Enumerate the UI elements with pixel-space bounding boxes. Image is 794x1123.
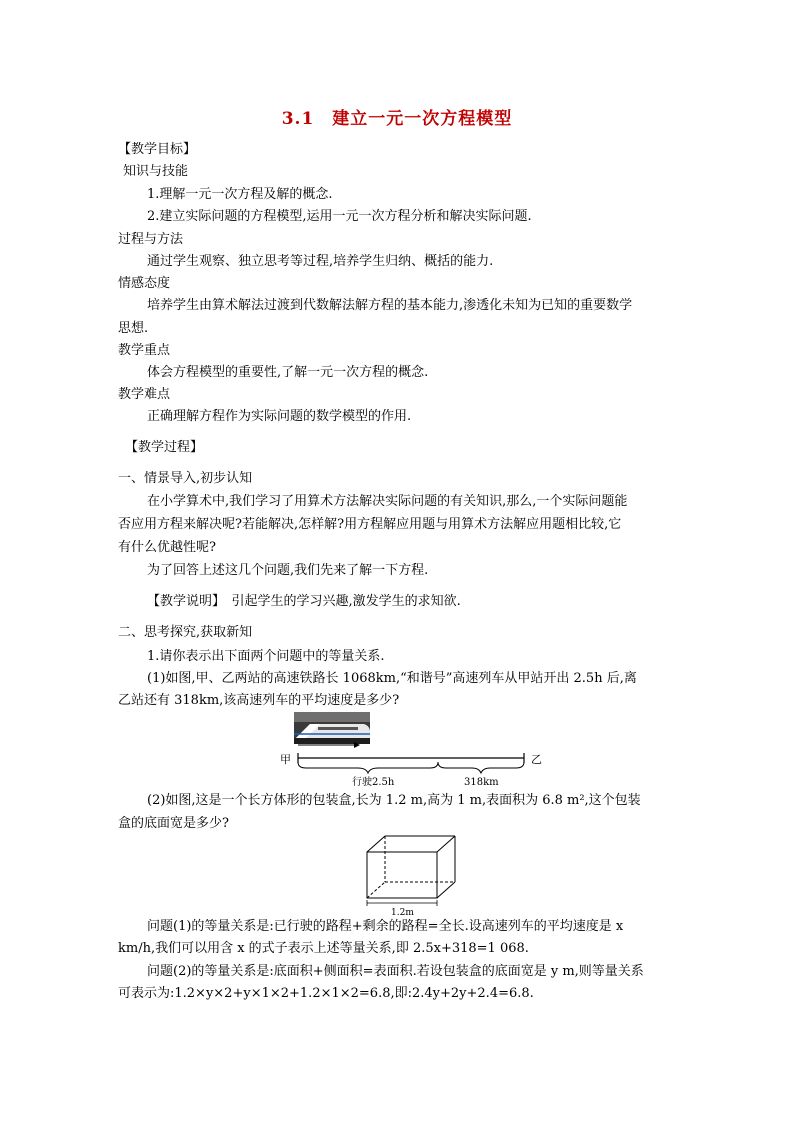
question1-line1: (1)如图,甲、乙两站的高速铁路长 1068km,“和谐号”高速列车从甲站开出 2.5h 后,离 bbox=[147, 671, 637, 686]
question-intro: 1.请你表示出下面两个问题中的等量关系. bbox=[147, 649, 385, 664]
difficulty-text: 正确理解方程作为实际问题的数学模型的作用. bbox=[147, 409, 412, 424]
process-method-text: 通过学生观察、独立思考等过程,培养学生归纳、概括的能力. bbox=[147, 254, 494, 269]
page-title: 3.1 建立一元一次方程模型 bbox=[281, 109, 513, 129]
objectives-heading: 【教学目标】 bbox=[118, 142, 197, 157]
key-points-text: 体会方程模型的重要性,了解一元一次方程的概念. bbox=[147, 365, 429, 380]
emotion-heading: 情感态度 bbox=[118, 276, 171, 291]
section1-paragraph2: 为了回答上述这几个问题,我们先来了解一下方程. bbox=[147, 563, 429, 578]
section1-paragraph-line2: 否应用方程来解决呢?若能解决,怎样解?用方程解应用题与用算术方法解应用题相比较,它 bbox=[118, 517, 622, 532]
train-distance-figure bbox=[276, 712, 556, 788]
emotion-text-line1: 培养学生由算术解法过渡到代数解法解方程的基本能力,渗透化未知为已知的重要数学 bbox=[147, 298, 633, 313]
answer1-line1: 问题(1)的等量关系是:已行驶的路程+剩余的路程=全长.设高速列车的平均速度是 x bbox=[147, 919, 624, 934]
traveled-brace bbox=[298, 762, 438, 773]
difficulty-heading: 教学难点 bbox=[118, 387, 171, 402]
question2-line1: (2)如图,这是一个长方体形的包装盒,长为 1.2 m,高为 1 m,表面积为 6.8 m²,这个包装 bbox=[147, 793, 641, 808]
answer1-line2: km/h,我们可以用含 x 的式子表示上述等量关系,即 2.5x+318=1 068. bbox=[118, 941, 529, 956]
key-points-heading: 教学重点 bbox=[118, 343, 171, 358]
knowledge-item-1: 1.理解一元一次方程及解的概念. bbox=[147, 187, 333, 202]
remaining-brace bbox=[438, 762, 524, 773]
train-image bbox=[294, 712, 370, 744]
start-station-label: 甲 bbox=[280, 753, 291, 766]
question1-line2: 乙站还有 318km,该高速列车的平均速度是多少? bbox=[118, 693, 400, 708]
section1-heading: 一、情景导入,初步认知 bbox=[118, 471, 253, 486]
traveled-label: 行驶2.5h bbox=[352, 777, 395, 788]
box-length-label: 1.2m bbox=[391, 908, 414, 918]
knowledge-heading: 知识与技能 bbox=[123, 164, 189, 179]
knowledge-item-2: 2.建立实际问题的方程模型,运用一元一次方程分析和解决实际问题. bbox=[147, 209, 532, 224]
teaching-note: 【教学说明】 引起学生的学习兴趣,激发学生的求知欲. bbox=[147, 594, 461, 609]
emotion-text-line2: 思想. bbox=[118, 321, 149, 336]
section1-paragraph-line1: 在小学算术中,我们学习了用算术方法解决实际问题的有关知识,那么,一个实际问题能 bbox=[147, 494, 628, 509]
process-method-heading: 过程与方法 bbox=[118, 232, 184, 247]
answer2-line1: 问题(2)的等量关系是:底面积+侧面积=表面积.若设包装盒的底面宽是 y m,则等量关系 bbox=[147, 964, 644, 979]
answer2-line2: 可表示为:1.2×y×2+y×1×2+1.2×1×2=6.8,即:2.4y+2y+2.4=6.8. bbox=[118, 986, 534, 1001]
remaining-label: 318km bbox=[464, 777, 499, 788]
question2-line2: 盒的底面宽是多少? bbox=[118, 816, 229, 831]
end-station-label: 乙 bbox=[531, 753, 542, 766]
section1-paragraph-line3: 有什么优越性呢? bbox=[118, 540, 216, 555]
section2-heading: 二、思考探究,获取新知 bbox=[118, 625, 253, 640]
box-figure bbox=[355, 830, 465, 918]
process-heading: 【教学过程】 bbox=[125, 440, 204, 455]
